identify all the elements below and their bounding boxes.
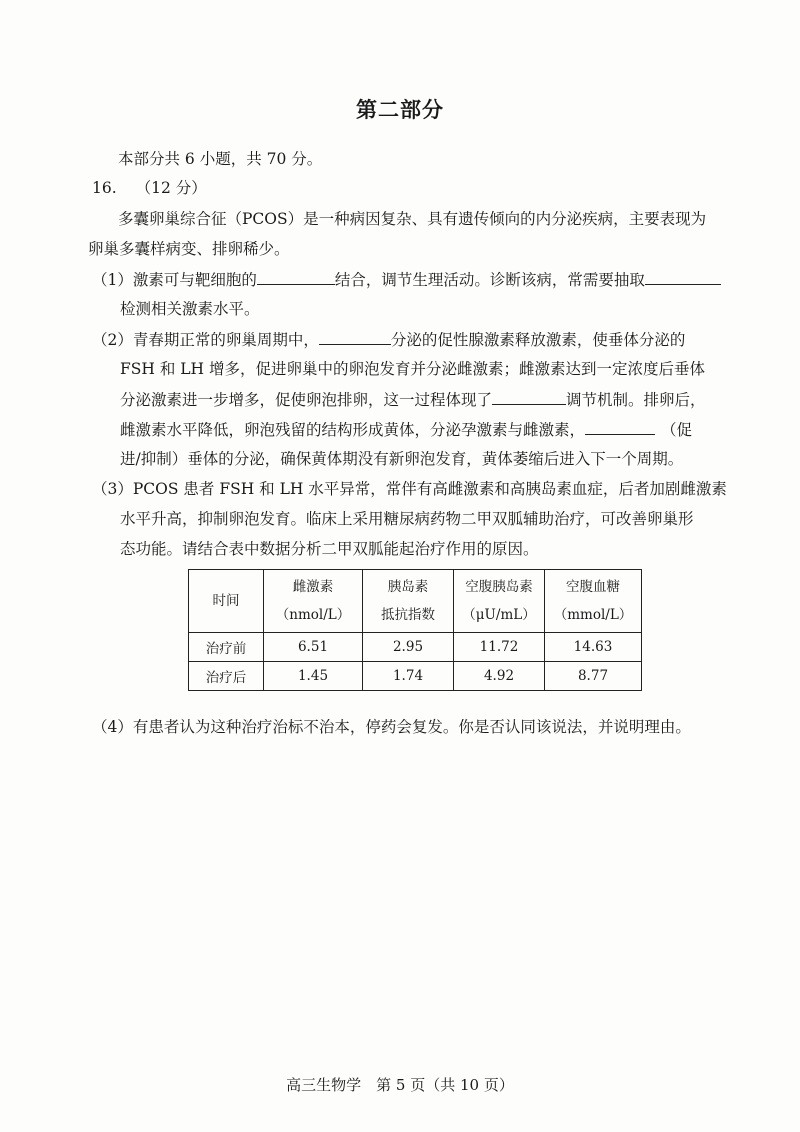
data-table bbox=[188, 569, 642, 691]
sub-question-1-line2: 检测相关激素水平。 bbox=[120, 300, 260, 318]
table-cell: 8.77 bbox=[545, 662, 642, 691]
answer-blank[interactable] bbox=[319, 328, 391, 345]
sub-question-3-line1: （3）PCOS 患者 FSH 和 LH 水平异常，常伴有高雌激素和高胰岛素血症，后者加剧雌激素 bbox=[92, 480, 727, 498]
answer-blank[interactable] bbox=[492, 388, 566, 405]
answer-blank[interactable] bbox=[585, 418, 655, 435]
table-cell: 11.72 bbox=[454, 633, 545, 662]
table-cell: 治疗后 bbox=[189, 662, 264, 691]
section-title: 第二部分 bbox=[356, 97, 444, 122]
table-cell: 14.63 bbox=[545, 633, 642, 662]
sub-question-2-line4 bbox=[120, 418, 692, 441]
sub-question-3-line3: 态功能。请结合表中数据分析二甲双胍能起治疗作用的原因。 bbox=[120, 540, 539, 558]
question-number: 16. bbox=[92, 179, 117, 197]
sub-question-3-line2: 水平升高，抑制卵泡发育。临床上采用糖尿病药物二甲双胍辅助治疗，可改善卵巢形 bbox=[120, 510, 694, 528]
question-stem-line2: 卵巢多囊样病变、排卵稀少。 bbox=[88, 240, 290, 258]
sub-question-2-text-b: 分泌的促性腺激素释放激素，使垂体分泌的 bbox=[390, 331, 686, 349]
table-header-row bbox=[189, 570, 642, 633]
sub-question-4: （4）有患者认为这种治疗治标不治本，停药会复发。你是否认同该说法，并说明理由。 bbox=[92, 718, 691, 736]
sub-question-2-line3 bbox=[120, 388, 706, 411]
table-cell: 2.95 bbox=[363, 633, 454, 662]
question-stem-line1: 多囊卵巢综合征（PCOS）是一种病因复杂、具有遗传倾向的内分泌疾病，主要表现为 bbox=[118, 210, 707, 228]
sub-question-2-line5: 进/抑制）垂体的分泌，确保黄体期没有新卵泡发育，黄体萎缩后进入下一个周期。 bbox=[120, 450, 684, 468]
sub-question-1-text-b: 结合，调节生理活动。诊断该病，常需要抽取 bbox=[334, 271, 645, 289]
table-header-cell: 空腹胰岛素 （μU/mL） bbox=[454, 570, 545, 633]
sub-question-2-line1 bbox=[92, 328, 685, 351]
sub-question-2-text-a: （2）青春期正常的卵巢周期中， bbox=[92, 331, 319, 349]
table-header-cell: 时间 bbox=[189, 570, 264, 633]
sub-question-2-line2: FSH 和 LH 增多，促进卵巢中的卵泡发育并分泌雌激素；雌激素达到一定浓度后垂体 bbox=[120, 360, 705, 378]
table-cell: 1.74 bbox=[363, 662, 454, 691]
table-cell: 4.92 bbox=[454, 662, 545, 691]
sub-question-1-line1 bbox=[92, 268, 721, 291]
sub-question-2-text-d: 调节机制。排卵后， bbox=[566, 391, 706, 409]
table-cell: 治疗前 bbox=[189, 633, 264, 662]
answer-blank[interactable] bbox=[645, 268, 721, 285]
page-footer: 高三生物学 第 5 页（共 10 页） bbox=[286, 1076, 514, 1094]
sub-question-2-text-f: （促 bbox=[661, 421, 693, 439]
table-header-cell: 胰岛素 抵抗指数 bbox=[363, 570, 454, 633]
table-header-cell: 空腹血糖 （mmol/L） bbox=[545, 570, 642, 633]
table-row bbox=[189, 633, 642, 662]
section-intro: 本部分共 6 小题，共 70 分。 bbox=[118, 150, 323, 168]
answer-blank[interactable] bbox=[257, 268, 335, 285]
question-points: （12 分） bbox=[135, 179, 207, 197]
table-header-cell: 雌激素 （nmol/L） bbox=[264, 570, 363, 633]
table-row bbox=[189, 662, 642, 691]
sub-question-1-text-a: （1）激素可与靶细胞的 bbox=[92, 271, 257, 289]
sub-question-2-text-e: 雌激素水平降低，卵泡残留的结构形成黄体，分泌孕激素与雌激素， bbox=[120, 421, 586, 439]
sub-question-2-text-c: 分泌激素进一步增多，促使卵泡排卵，这一过程体现了 bbox=[120, 391, 493, 409]
table-cell: 1.45 bbox=[264, 662, 363, 691]
table-cell: 6.51 bbox=[264, 633, 363, 662]
question-header bbox=[92, 177, 207, 199]
